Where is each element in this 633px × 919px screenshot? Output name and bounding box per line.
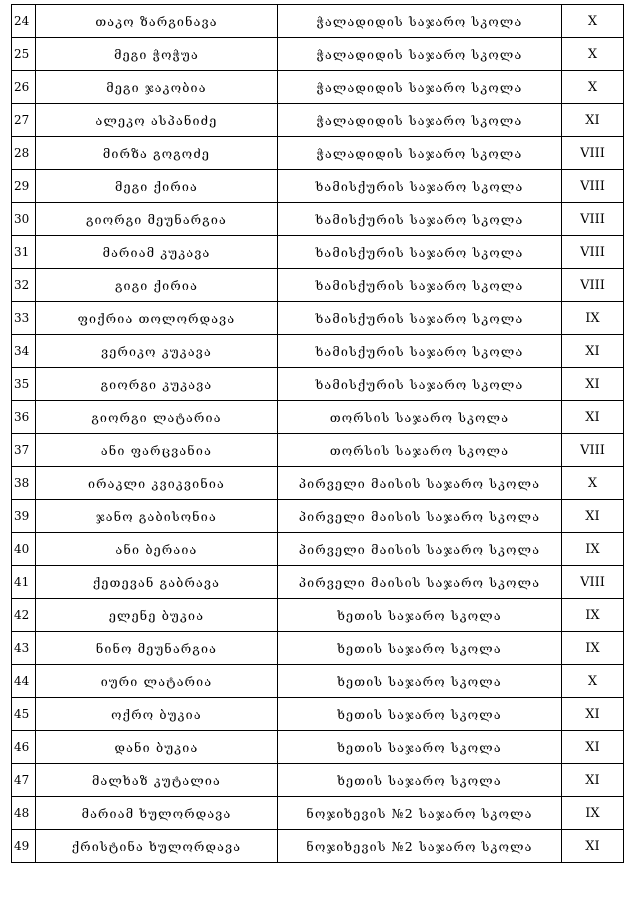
grade-cell: VIII: [562, 434, 624, 467]
grade-cell: VIII: [562, 203, 624, 236]
grade-cell: XI: [562, 500, 624, 533]
table-row: [12, 302, 624, 335]
table-row: [12, 500, 624, 533]
table-row: [12, 764, 624, 797]
table-row: [12, 533, 624, 566]
row-number-cell: 41: [12, 566, 36, 599]
row-number-cell: 29: [12, 170, 36, 203]
school-name-cell: პირველი მაისის საჯარო სკოლა: [278, 500, 562, 533]
student-name-cell: გიორგი მეუნარგია: [36, 203, 278, 236]
table-row: [12, 236, 624, 269]
row-number-cell: 47: [12, 764, 36, 797]
table-row: [12, 170, 624, 203]
grade-cell: XI: [562, 335, 624, 368]
row-number-cell: 40: [12, 533, 36, 566]
school-name-cell: ხამისქურის საჯარო სკოლა: [278, 368, 562, 401]
grade-cell: XI: [562, 764, 624, 797]
student-name-cell: ფიქრია თოლორდავა: [36, 302, 278, 335]
grade-cell: IX: [562, 302, 624, 335]
row-number-cell: 27: [12, 104, 36, 137]
school-name-cell: ხამისქურის საჯარო სკოლა: [278, 203, 562, 236]
school-name-cell: ხამისქურის საჯარო სკოლა: [278, 170, 562, 203]
school-name-cell: ხეთის საჯარო სკოლა: [278, 698, 562, 731]
grade-cell: XI: [562, 698, 624, 731]
table-row: [12, 38, 624, 71]
table-row: [12, 797, 624, 830]
table-row: [12, 401, 624, 434]
row-number-cell: 49: [12, 830, 36, 863]
table-row: [12, 434, 624, 467]
student-name-cell: იური ლატარია: [36, 665, 278, 698]
table-row: [12, 467, 624, 500]
row-number-cell: 33: [12, 302, 36, 335]
student-name-cell: გიორგი ლატარია: [36, 401, 278, 434]
student-name-cell: ჯანო გაბისონია: [36, 500, 278, 533]
student-name-cell: გიგი ქირია: [36, 269, 278, 302]
school-name-cell: პირველი მაისის საჯარო სკოლა: [278, 467, 562, 500]
row-number-cell: 24: [12, 5, 36, 38]
school-name-cell: ხეთის საჯარო სკოლა: [278, 731, 562, 764]
grade-cell: VIII: [562, 170, 624, 203]
table-row: [12, 104, 624, 137]
student-name-cell: ოქრო ბუკია: [36, 698, 278, 731]
student-name-cell: ანი ბერაია: [36, 533, 278, 566]
table-row: [12, 71, 624, 104]
grade-cell: XI: [562, 731, 624, 764]
school-name-cell: ხეთის საჯარო სკოლა: [278, 665, 562, 698]
school-name-cell: ხეთის საჯარო სკოლა: [278, 599, 562, 632]
student-name-cell: დანი ბუკია: [36, 731, 278, 764]
table-row: [12, 599, 624, 632]
row-number-cell: 31: [12, 236, 36, 269]
row-number-cell: 32: [12, 269, 36, 302]
row-number-cell: 37: [12, 434, 36, 467]
grade-cell: XI: [562, 401, 624, 434]
table-row: [12, 203, 624, 236]
student-name-cell: მირზა გოგოძე: [36, 137, 278, 170]
school-name-cell: თორსის საჯარო სკოლა: [278, 434, 562, 467]
school-name-cell: ხამისქურის საჯარო სკოლა: [278, 302, 562, 335]
row-number-cell: 30: [12, 203, 36, 236]
row-number-cell: 28: [12, 137, 36, 170]
row-number-cell: 35: [12, 368, 36, 401]
table-row: [12, 368, 624, 401]
school-name-cell: თორსის საჯარო სკოლა: [278, 401, 562, 434]
grade-cell: VIII: [562, 566, 624, 599]
student-list-table: [11, 4, 624, 863]
student-name-cell: ალეკო ასპანიძე: [36, 104, 278, 137]
school-name-cell: ჭალადიდის საჯარო სკოლა: [278, 5, 562, 38]
school-name-cell: პირველი მაისის საჯარო სკოლა: [278, 533, 562, 566]
row-number-cell: 42: [12, 599, 36, 632]
student-name-cell: მეგი ქირია: [36, 170, 278, 203]
school-name-cell: ხამისქურის საჯარო სკოლა: [278, 335, 562, 368]
student-name-cell: ნინო მეუნარგია: [36, 632, 278, 665]
table-row: [12, 335, 624, 368]
student-name-cell: ქეთევან გაბრავა: [36, 566, 278, 599]
school-name-cell: ხეთის საჯარო სკოლა: [278, 632, 562, 665]
table-row: [12, 632, 624, 665]
student-name-cell: მეგი ჯაკობია: [36, 71, 278, 104]
grade-cell: X: [562, 38, 624, 71]
table-row: [12, 137, 624, 170]
grade-cell: VIII: [562, 269, 624, 302]
student-name-cell: ვერიკო კუკავა: [36, 335, 278, 368]
row-number-cell: 36: [12, 401, 36, 434]
row-number-cell: 26: [12, 71, 36, 104]
grade-cell: XI: [562, 104, 624, 137]
row-number-cell: 25: [12, 38, 36, 71]
table-row: [12, 269, 624, 302]
table-row: [12, 698, 624, 731]
grade-cell: IX: [562, 632, 624, 665]
student-name-cell: მარიამ კუკავა: [36, 236, 278, 269]
student-name-cell: ანი ფარცვანია: [36, 434, 278, 467]
table-row: [12, 566, 624, 599]
student-name-cell: გიორგი კუკავა: [36, 368, 278, 401]
student-name-cell: მეგი ჭოჭუა: [36, 38, 278, 71]
grade-cell: IX: [562, 533, 624, 566]
table-row: [12, 5, 624, 38]
school-name-cell: ხამისქურის საჯარო სკოლა: [278, 269, 562, 302]
student-name-cell: ქრისტინა ხულორდავა: [36, 830, 278, 863]
document-page: [11, 4, 624, 863]
student-name-cell: მალხაზ კუტალია: [36, 764, 278, 797]
grade-cell: IX: [562, 599, 624, 632]
grade-cell: VIII: [562, 236, 624, 269]
grade-cell: VIII: [562, 137, 624, 170]
school-name-cell: პირველი მაისის საჯარო სკოლა: [278, 566, 562, 599]
table-row: [12, 830, 624, 863]
school-name-cell: ჭალადიდის საჯარო სკოლა: [278, 104, 562, 137]
student-name-cell: ირაკლი კვიკვინია: [36, 467, 278, 500]
school-name-cell: ხამისქურის საჯარო სკოლა: [278, 236, 562, 269]
row-number-cell: 45: [12, 698, 36, 731]
grade-cell: X: [562, 5, 624, 38]
school-name-cell: ნოჯიხევის №2 საჯარო სკოლა: [278, 830, 562, 863]
grade-cell: XI: [562, 368, 624, 401]
row-number-cell: 48: [12, 797, 36, 830]
row-number-cell: 34: [12, 335, 36, 368]
grade-cell: XI: [562, 830, 624, 863]
row-number-cell: 46: [12, 731, 36, 764]
student-name-cell: თაკო ზარგინავა: [36, 5, 278, 38]
school-name-cell: ნოჯიხევის №2 საჯარო სკოლა: [278, 797, 562, 830]
grade-cell: IX: [562, 797, 624, 830]
student-name-cell: მარიამ ხულორდავა: [36, 797, 278, 830]
grade-cell: X: [562, 467, 624, 500]
school-name-cell: ჭალადიდის საჯარო სკოლა: [278, 71, 562, 104]
row-number-cell: 43: [12, 632, 36, 665]
row-number-cell: 44: [12, 665, 36, 698]
table-row: [12, 665, 624, 698]
school-name-cell: ჭალადიდის საჯარო სკოლა: [278, 38, 562, 71]
student-name-cell: ელენე ბუკია: [36, 599, 278, 632]
row-number-cell: 39: [12, 500, 36, 533]
table-row: [12, 731, 624, 764]
grade-cell: X: [562, 71, 624, 104]
table-body: [12, 5, 624, 863]
row-number-cell: 38: [12, 467, 36, 500]
grade-cell: X: [562, 665, 624, 698]
school-name-cell: ჭალადიდის საჯარო სკოლა: [278, 137, 562, 170]
school-name-cell: ხეთის საჯარო სკოლა: [278, 764, 562, 797]
